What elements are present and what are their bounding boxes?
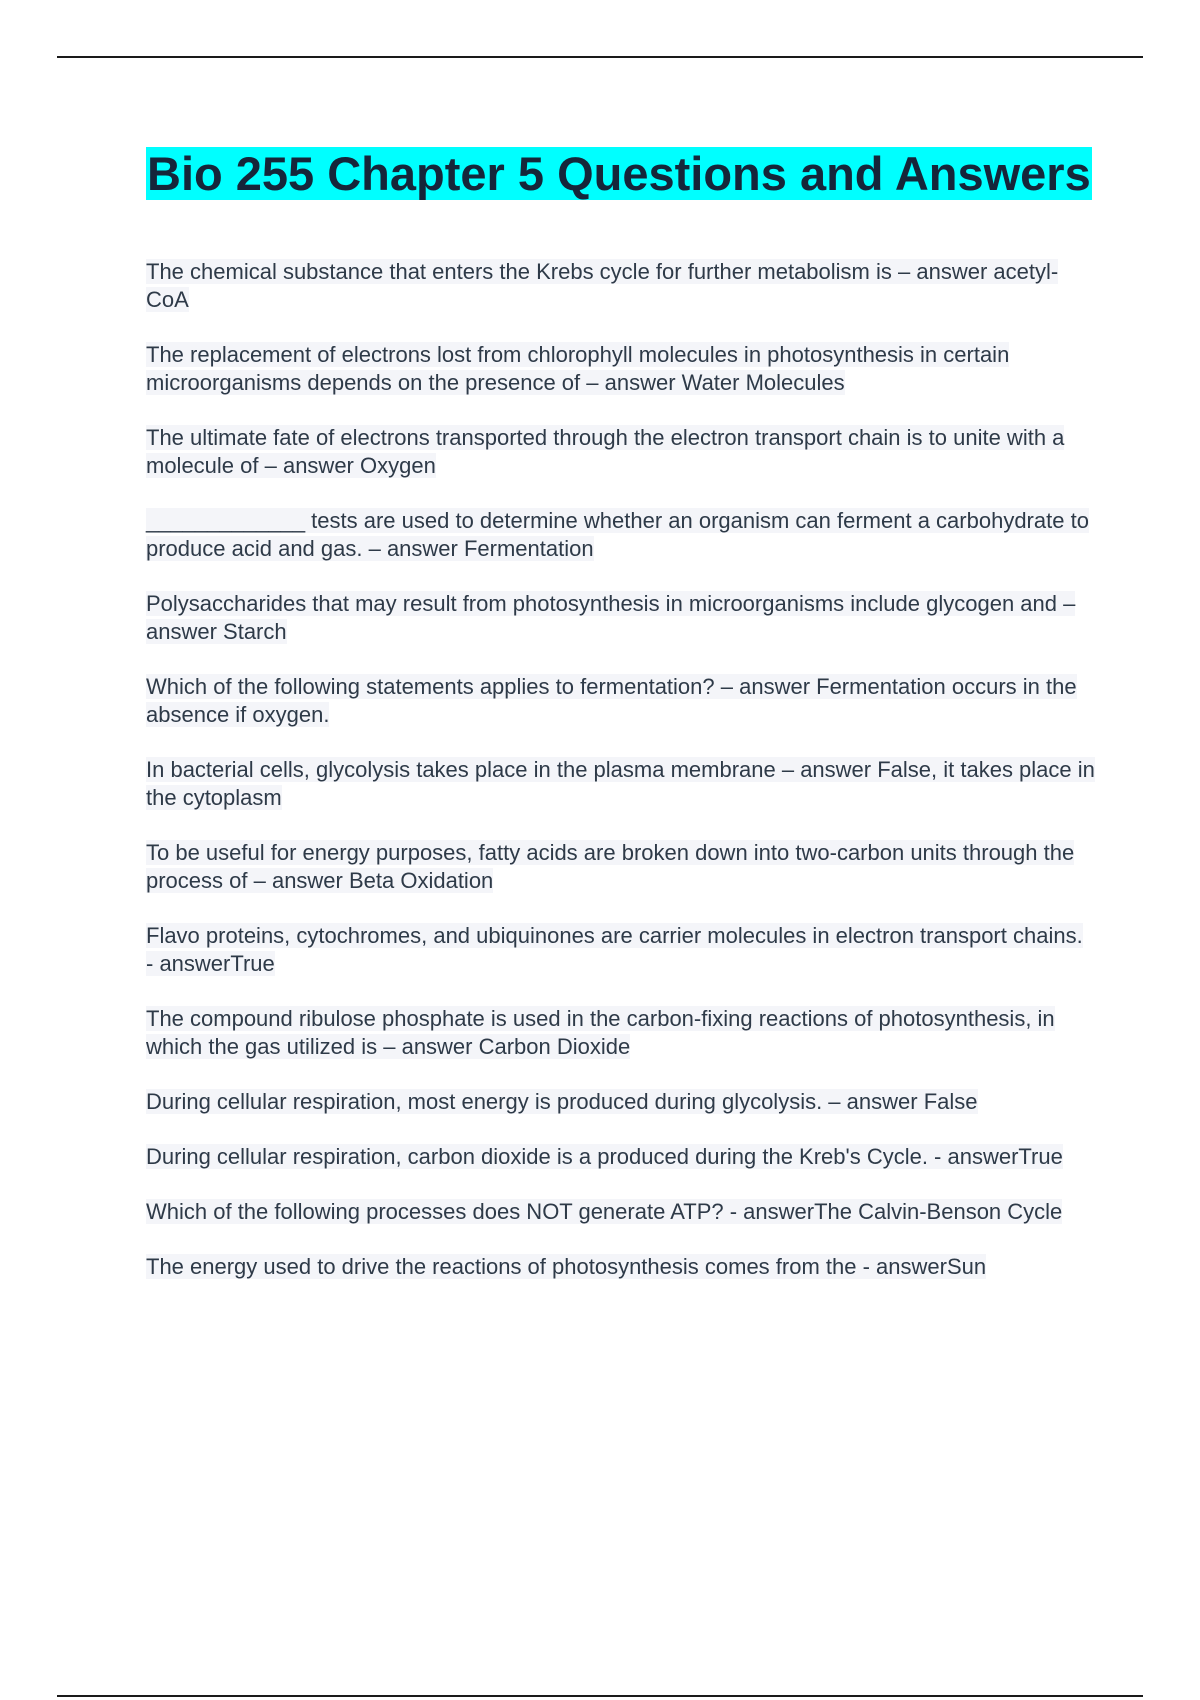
qa-item-text: Polysaccharides that may result from photosynthesis in microorganisms include glycogen and – answer Starch: [146, 591, 1076, 644]
qa-item: [146, 673, 1096, 729]
qa-item-text: Which of the following statements applies to fermentation? – answer Fermentation occurs in the absence if oxygen.: [146, 674, 1077, 727]
qa-item-text: The compound ribulose phosphate is used in the carbon-fixing reactions of photosynthesis, in which the gas utilized is – answer Carbon Dioxide: [146, 1006, 1055, 1059]
qa-item-text: Flavo proteins, cytochromes, and ubiquinones are carrier molecules in electron transport chains. - answerTrue: [146, 923, 1083, 976]
qa-item: [146, 756, 1096, 812]
qa-item: [146, 507, 1096, 563]
qa-item: [146, 258, 1096, 314]
qa-item: [146, 590, 1096, 646]
qa-item-text: During cellular respiration, most energy is produced during glycolysis. – answer False: [146, 1089, 978, 1114]
qa-item: [146, 1253, 1096, 1281]
qa-item-text: The energy used to drive the reactions of photosynthesis comes from the - answerSun: [146, 1254, 987, 1279]
qa-item-text: Which of the following processes does NOT generate ATP? - answerThe Calvin-Benson Cycle: [146, 1199, 1063, 1224]
document-body: [146, 146, 1096, 1308]
qa-item-text: To be useful for energy purposes, fatty acids are broken down into two-carbon units through the process of – answer Beta Oxidation: [146, 840, 1075, 893]
qa-item: [146, 1198, 1096, 1226]
qa-item: [146, 839, 1096, 895]
qa-list: [146, 258, 1096, 1281]
document-title: [146, 146, 1096, 202]
qa-item-text: _____________ tests are used to determine whether an organism can ferment a carbohydrate to produce acid and gas. – answer Fermentation: [146, 508, 1089, 561]
qa-item: [146, 1005, 1096, 1061]
qa-item: [146, 922, 1096, 978]
qa-item: [146, 424, 1096, 480]
header-rule: [57, 56, 1143, 58]
qa-item-text: The replacement of electrons lost from chlorophyll molecules in photosynthesis in certain microorganisms depends on the presence of – answer Water Molecules: [146, 342, 1010, 395]
document-title-text: Bio 255 Chapter 5 Questions and Answers: [147, 147, 1091, 200]
qa-item: [146, 1143, 1096, 1171]
qa-item: [146, 1088, 1096, 1116]
qa-item-text: In bacterial cells, glycolysis takes place in the plasma membrane – answer False, it takes place in the cytoplasm: [146, 757, 1095, 810]
qa-item-text: The chemical substance that enters the Krebs cycle for further metabolism is – answer acetyl-CoA: [146, 259, 1059, 312]
qa-item: [146, 341, 1096, 397]
qa-item-text: The ultimate fate of electrons transported through the electron transport chain is to unite with a molecule of – answer Oxygen: [146, 425, 1065, 478]
footer-rule: [57, 1695, 1143, 1697]
qa-item-text: During cellular respiration, carbon dioxide is a produced during the Kreb's Cycle. - answerTrue: [146, 1144, 1063, 1169]
